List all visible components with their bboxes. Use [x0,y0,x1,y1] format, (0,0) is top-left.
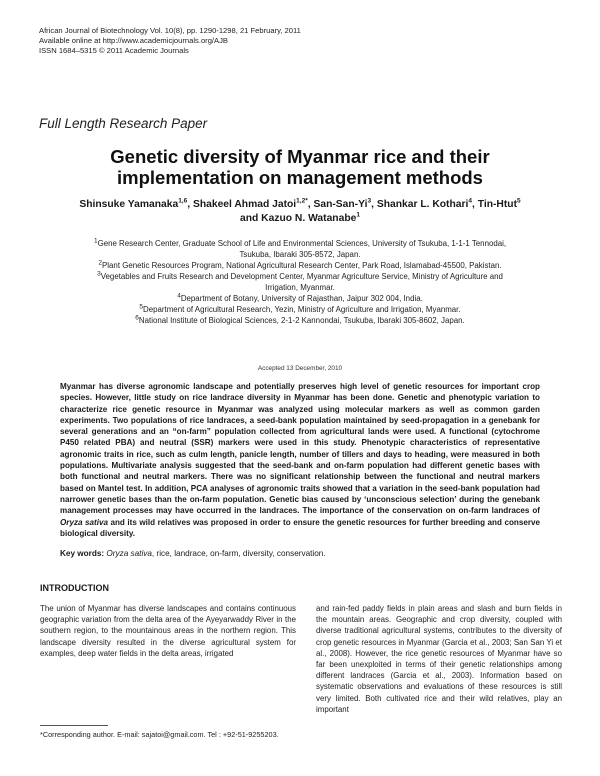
affiliation-4: $^4$Department of Botany, University of Rajasthan, Jaipur 302 004, India. [177,292,423,303]
author-name: San-San-Yi [313,199,368,210]
article-type: Full Length Research Paper [39,116,208,131]
abstract-species: Oryza sativa [60,517,108,527]
affiliation-2: $^2$Plant Genetic Resources Program, National Agricultural Research Center, Park Road, Islamabad-45500, Pakistan. [98,259,502,270]
intro-column-left: The union of Myanmar has diverse landscapes and contains continuous geographic variation from the delta area of the Ayeyarwaddy River in the southern region, to the mountainous areas in the northern region. This landscape diversity resulted in the diverse agricultural system for examples, deep water fields in the delta areas, irrigated [40,604,296,658]
affiliation-3: $^3$Vegetables and Fruits Research and Development Center, Myanmar Agriculture Service, Ministry of Agriculture and [97,270,503,281]
author-affil: 1,6 [178,197,188,205]
keywords-label: Key words: [60,549,105,558]
affiliation-5: $^5$Department of Agricultural Research, Yezin, Ministry of Agriculture and Irrigation, Myanmar. [139,303,461,314]
title-line-2: implementation on management methods [117,167,483,188]
affiliations [40,238,560,326]
affiliation-3-cont: Irrigation, Myanmar. [265,283,335,292]
author-line-1: Shinsuke Yamanaka$^{1,6}$, Shakeel Ahmad Jatoi$^{1,2*}$, San-San-Yi$^3$, Shankar L. Kothari$^4$, Tin-Htut$^5$ [79,197,521,210]
author-affil: 1,2* [296,197,308,205]
affiliation-1: $^1$Gene Research Center, Graduate School of Life and Environmental Sciences, University of Tsukuba, 1-1-1 Tennodai, [93,237,507,248]
author-affil: 5 [517,197,521,205]
corresponding-author-footnote: *Corresponding author. E-mail: sajatoi@gmail.com. Tel : +92-51-9255203. [40,730,279,739]
author-name: Shinsuke Yamanaka [79,199,179,210]
author-name: and Kazuo N. Watanabe [240,213,357,224]
keyword-list: , rice, landrace, on-farm, diversity, conservation. [151,549,326,558]
intro-column-right: and rain-fed paddy fields in plain areas and slash and burn fields in the mountain areas. Geographic and crop diversity, coupled with diverse traditional agricultural systems, contributes to the diversity of crop genetic resources in Myanmar (Garcia et al., 2003; San San Yi et al., 2008). However, the rice genetic resources of Myanmar have so far been unexploited in terms of their genetic relationships among different landraces (Garcia et al., 2003). Information based on systematic observations and evaluations of these resources is still very limited. Both cultivated rice and their wild relatives, play an important [316,604,562,714]
abstract-text-end: and its wild relatives was proposed in order to ensure the genetic resources for further breeding and conserve biological diversity. [60,517,541,538]
journal-issn: ISSN 1684–5315 © 2011 Academic Journals [39,46,189,55]
abstract-text: Myanmar has diverse agronomic landscape and potentially preserves high level of genetic resources for important crop species. However, little study on rice landrace diversity in Myanmar has been done. Genetic and phenotypic variation to characterize rice genetic resource in Myanmar was analyzed using molecular markers as well as common garden experiments. Two populations of rice landraces, a seed-bank population maintained by seed-propagation in a genebank for several generations and an “on-farm” population collected from agricultural lands were used. A functional (cytochrome P450 related PBA) and neutral (SSR) markers were used in this study. Phenotypic characteristics of representative agronomic traits in rice, such as culm length, panicle length, number of tillers and days to heading, were measured in both populations. Multivariate analysis suggested that the seed-bank and on-farm population had different genetic bases with both functional and neutral markers. There was no significant relationship between the functional and neutral markers based on Mantel test. In addition, PCA analyses of agronomic traits showed that a variation in the seed-bank population had narrower genetic bases than the on-farm population. Genetic bias caused by ‘unconscious selection’ during the genebank management processes may have occurred in the landraces. The importance of the conservation on on-farm landraces of [60,382,540,516]
author-line-2 [40,212,560,226]
affiliation-1-cont: Tsukuba, Ibaraki 305-8572, Japan. [239,250,361,259]
keywords [60,549,540,558]
affiliation-6: $^6$National Institute of Biological Sciences, 2-1-2 Kannondai, Tsukuba, Ibaraki 305-8602, Japan. [135,314,465,325]
author-affil: 1 [356,211,360,219]
author-name: Shankar L. Kothari [376,199,469,210]
author-name: Shakeel Ahmad Jatoi [192,199,297,210]
author-list [40,198,560,226]
section-heading-introduction: INTRODUCTION [40,583,109,593]
accepted-date: Accepted 13 December, 2010 [257,365,343,372]
author-affil: 4 [468,197,472,205]
abstract [60,381,540,539]
author-name: Tin-Htut [477,199,518,210]
journal-header [39,26,301,56]
journal-citation: African Journal of Biotechnology Vol. 10(8), pp. 1290-1298, 21 February, 2011 [39,26,301,35]
title-line-1: Genetic diversity of Myanmar rice and their [110,146,490,167]
footnote-divider [40,725,108,726]
author-affil: 3 [367,197,372,205]
keyword-species: Oryza sativa [106,549,152,558]
journal-url: Available online at http://www.academicjournals.org/AJB [39,36,228,45]
paper-title [70,146,530,188]
